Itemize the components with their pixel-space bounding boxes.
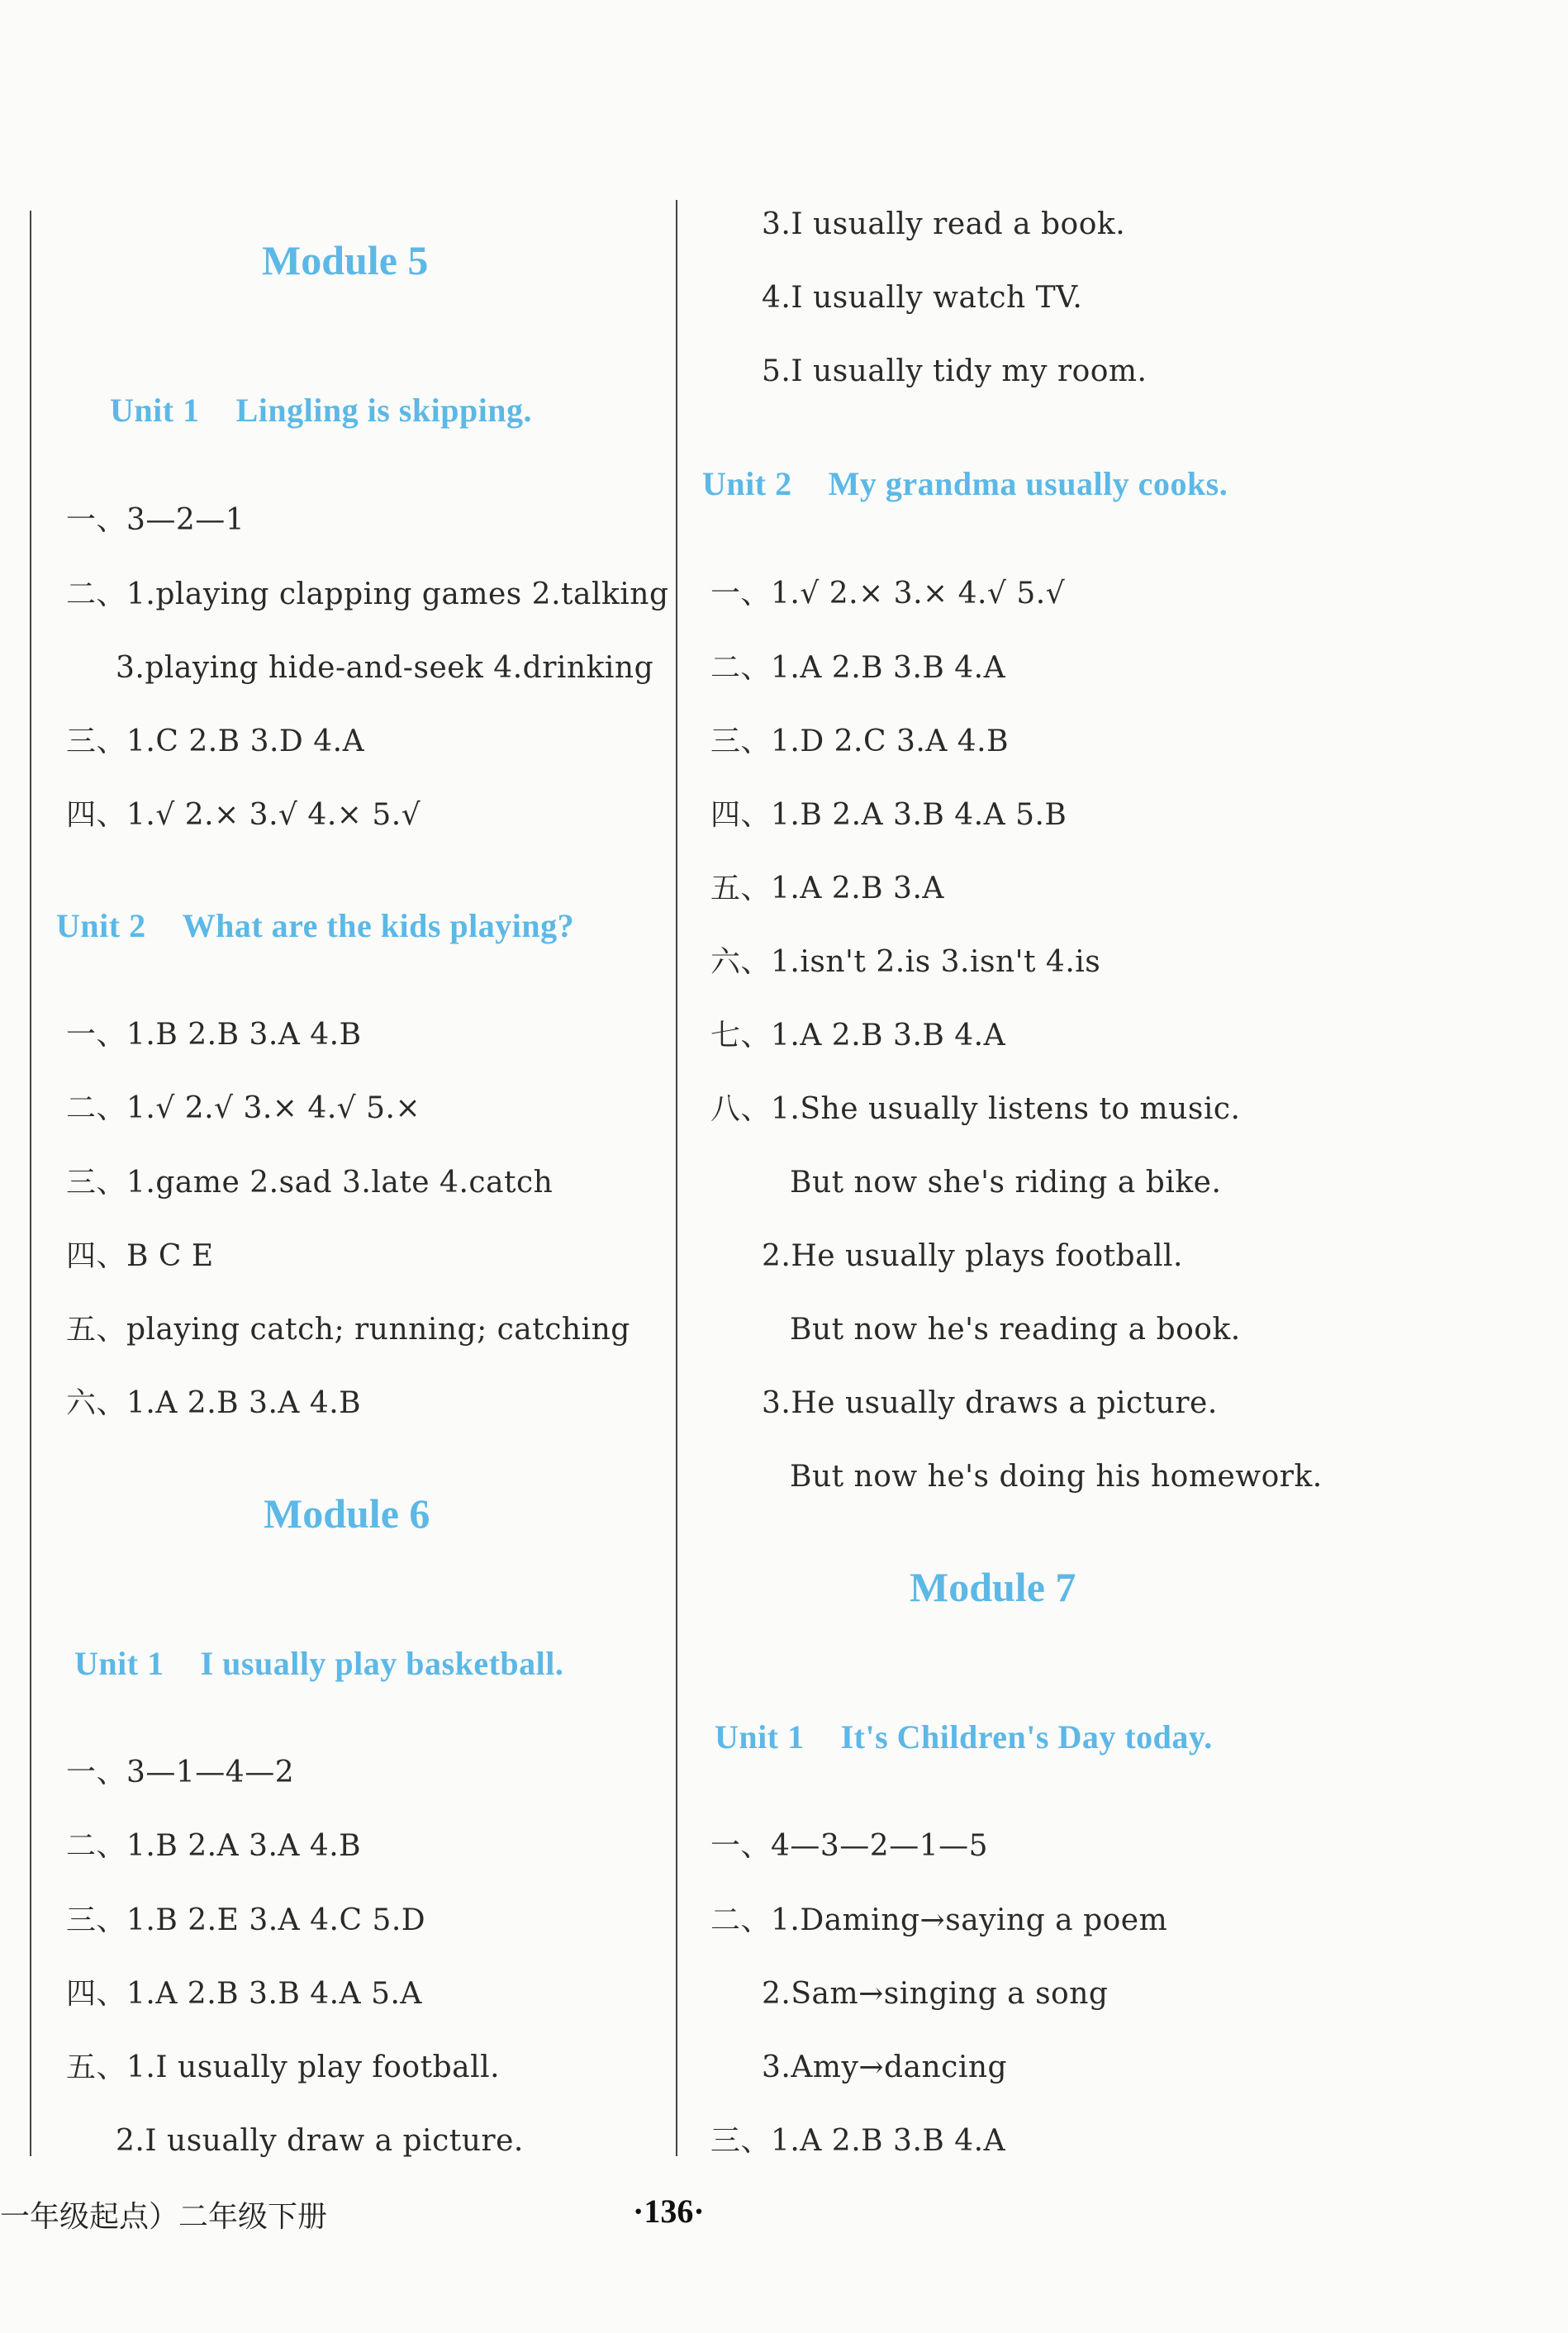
answer-line: 三、1.A 2.B 3.B 4.A [710,2124,1006,2158]
answer-line: But now she's riding a bike. [790,1166,1222,1200]
answer-line: 一、1.√ 2.× 3.× 4.√ 5.√ [710,577,1066,611]
answer-line: 三、1.B 2.E 3.A 4.C 5.D [66,1903,426,1937]
answer-line: 一、1.B 2.B 3.A 4.B [66,1018,362,1052]
page-number: ·136· [633,2193,705,2230]
answer-line: 五、1.I usually play football. [66,2050,501,2084]
unit-number: Unit 1 [715,1718,805,1756]
answer-line: 五、playing catch; running; catching [66,1313,630,1347]
answer-line: 七、1.A 2.B 3.B 4.A [710,1019,1006,1052]
answer-line: 二、1.A 2.B 3.B 4.A [710,651,1006,685]
answer-line: 三、1.game 2.sad 3.late 4.catch [66,1166,554,1200]
answer-line: But now he's doing his homework. [790,1460,1323,1494]
answer-line: 2.Sam→singing a song [762,1977,1109,2011]
book-title-footer: 一年级起点）二年级下册 [0,2200,328,2234]
answer-line: 三、1.C 2.B 3.D 4.A [66,725,365,758]
m5-unit2-heading [56,906,574,945]
answer-line: 3.Amy→dancing [762,2050,1008,2084]
answer-line: 一、3—1—4—2 [66,1756,295,1789]
answer-line: 五、1.A 2.B 3.A [710,872,944,905]
answer-line: But now he's reading a book. [790,1313,1241,1347]
unit-title: I usually play basketball. [200,1645,564,1682]
answer-line: 一、3—2—1 [66,503,245,537]
m6-unit2-heading [702,464,1228,503]
right-column [677,0,1568,2231]
answer-line: 二、1.B 2.A 3.A 4.B [66,1829,362,1863]
module5-title: Module 5 [262,237,429,283]
answer-line: 3.He usually draws a picture. [762,1386,1218,1420]
answer-line: 2.I usually draw a picture. [116,2124,524,2158]
unit-title: My grandma usually cooks. [828,465,1228,502]
answer-line: 5.I usually tidy my room. [762,354,1147,388]
answer-line: 四、1.A 2.B 3.B 4.A 5.A [66,1977,422,2011]
answer-line: 六、1.A 2.B 3.A 4.B [66,1386,362,1420]
answer-line: 二、1.√ 2.√ 3.× 4.√ 5.× [66,1091,421,1125]
unit-number: Unit 1 [74,1645,164,1682]
answer-line: 六、1.isn't 2.is 3.isn't 4.is [710,945,1101,979]
unit-title: It's Children's Day today. [840,1718,1213,1756]
unit-title: Lingling is skipping. [235,392,533,429]
unit-number: Unit 1 [110,392,200,429]
left-column [0,0,676,2231]
answer-line: 2.He usually plays football. [762,1239,1184,1273]
answer-line: 一、4—3—2—1—5 [710,1829,989,1863]
answer-line: 三、1.D 2.C 3.A 4.B [710,725,1010,758]
answer-line: 4.I usually watch TV. [762,281,1083,315]
answer-line: 3.playing hide-and-seek 4.drinking [116,651,654,685]
answer-line: 四、1.√ 2.× 3.√ 4.× 5.√ [66,798,421,832]
unit-number: Unit 2 [56,907,146,944]
module6-title: Module 6 [264,1490,430,1537]
answer-line: 四、B C E [66,1239,214,1273]
m5-unit1-heading [110,391,532,430]
unit-number: Unit 2 [702,465,792,502]
answer-line: 四、1.B 2.A 3.B 4.A 5.B [710,798,1067,832]
m7-unit1-heading [715,1718,1213,1756]
answer-line: 二、1.Daming→saying a poem [710,1903,1168,1937]
unit-title: What are the kids playing? [182,907,575,944]
answer-line: 3.I usually read a book. [762,207,1126,241]
module7-title: Module 7 [910,1564,1076,1610]
answer-line: 八、1.She usually listens to music. [710,1092,1241,1126]
answer-line: 二、1.playing clapping games 2.talking [66,577,669,611]
m6-unit1-heading [74,1644,563,1683]
